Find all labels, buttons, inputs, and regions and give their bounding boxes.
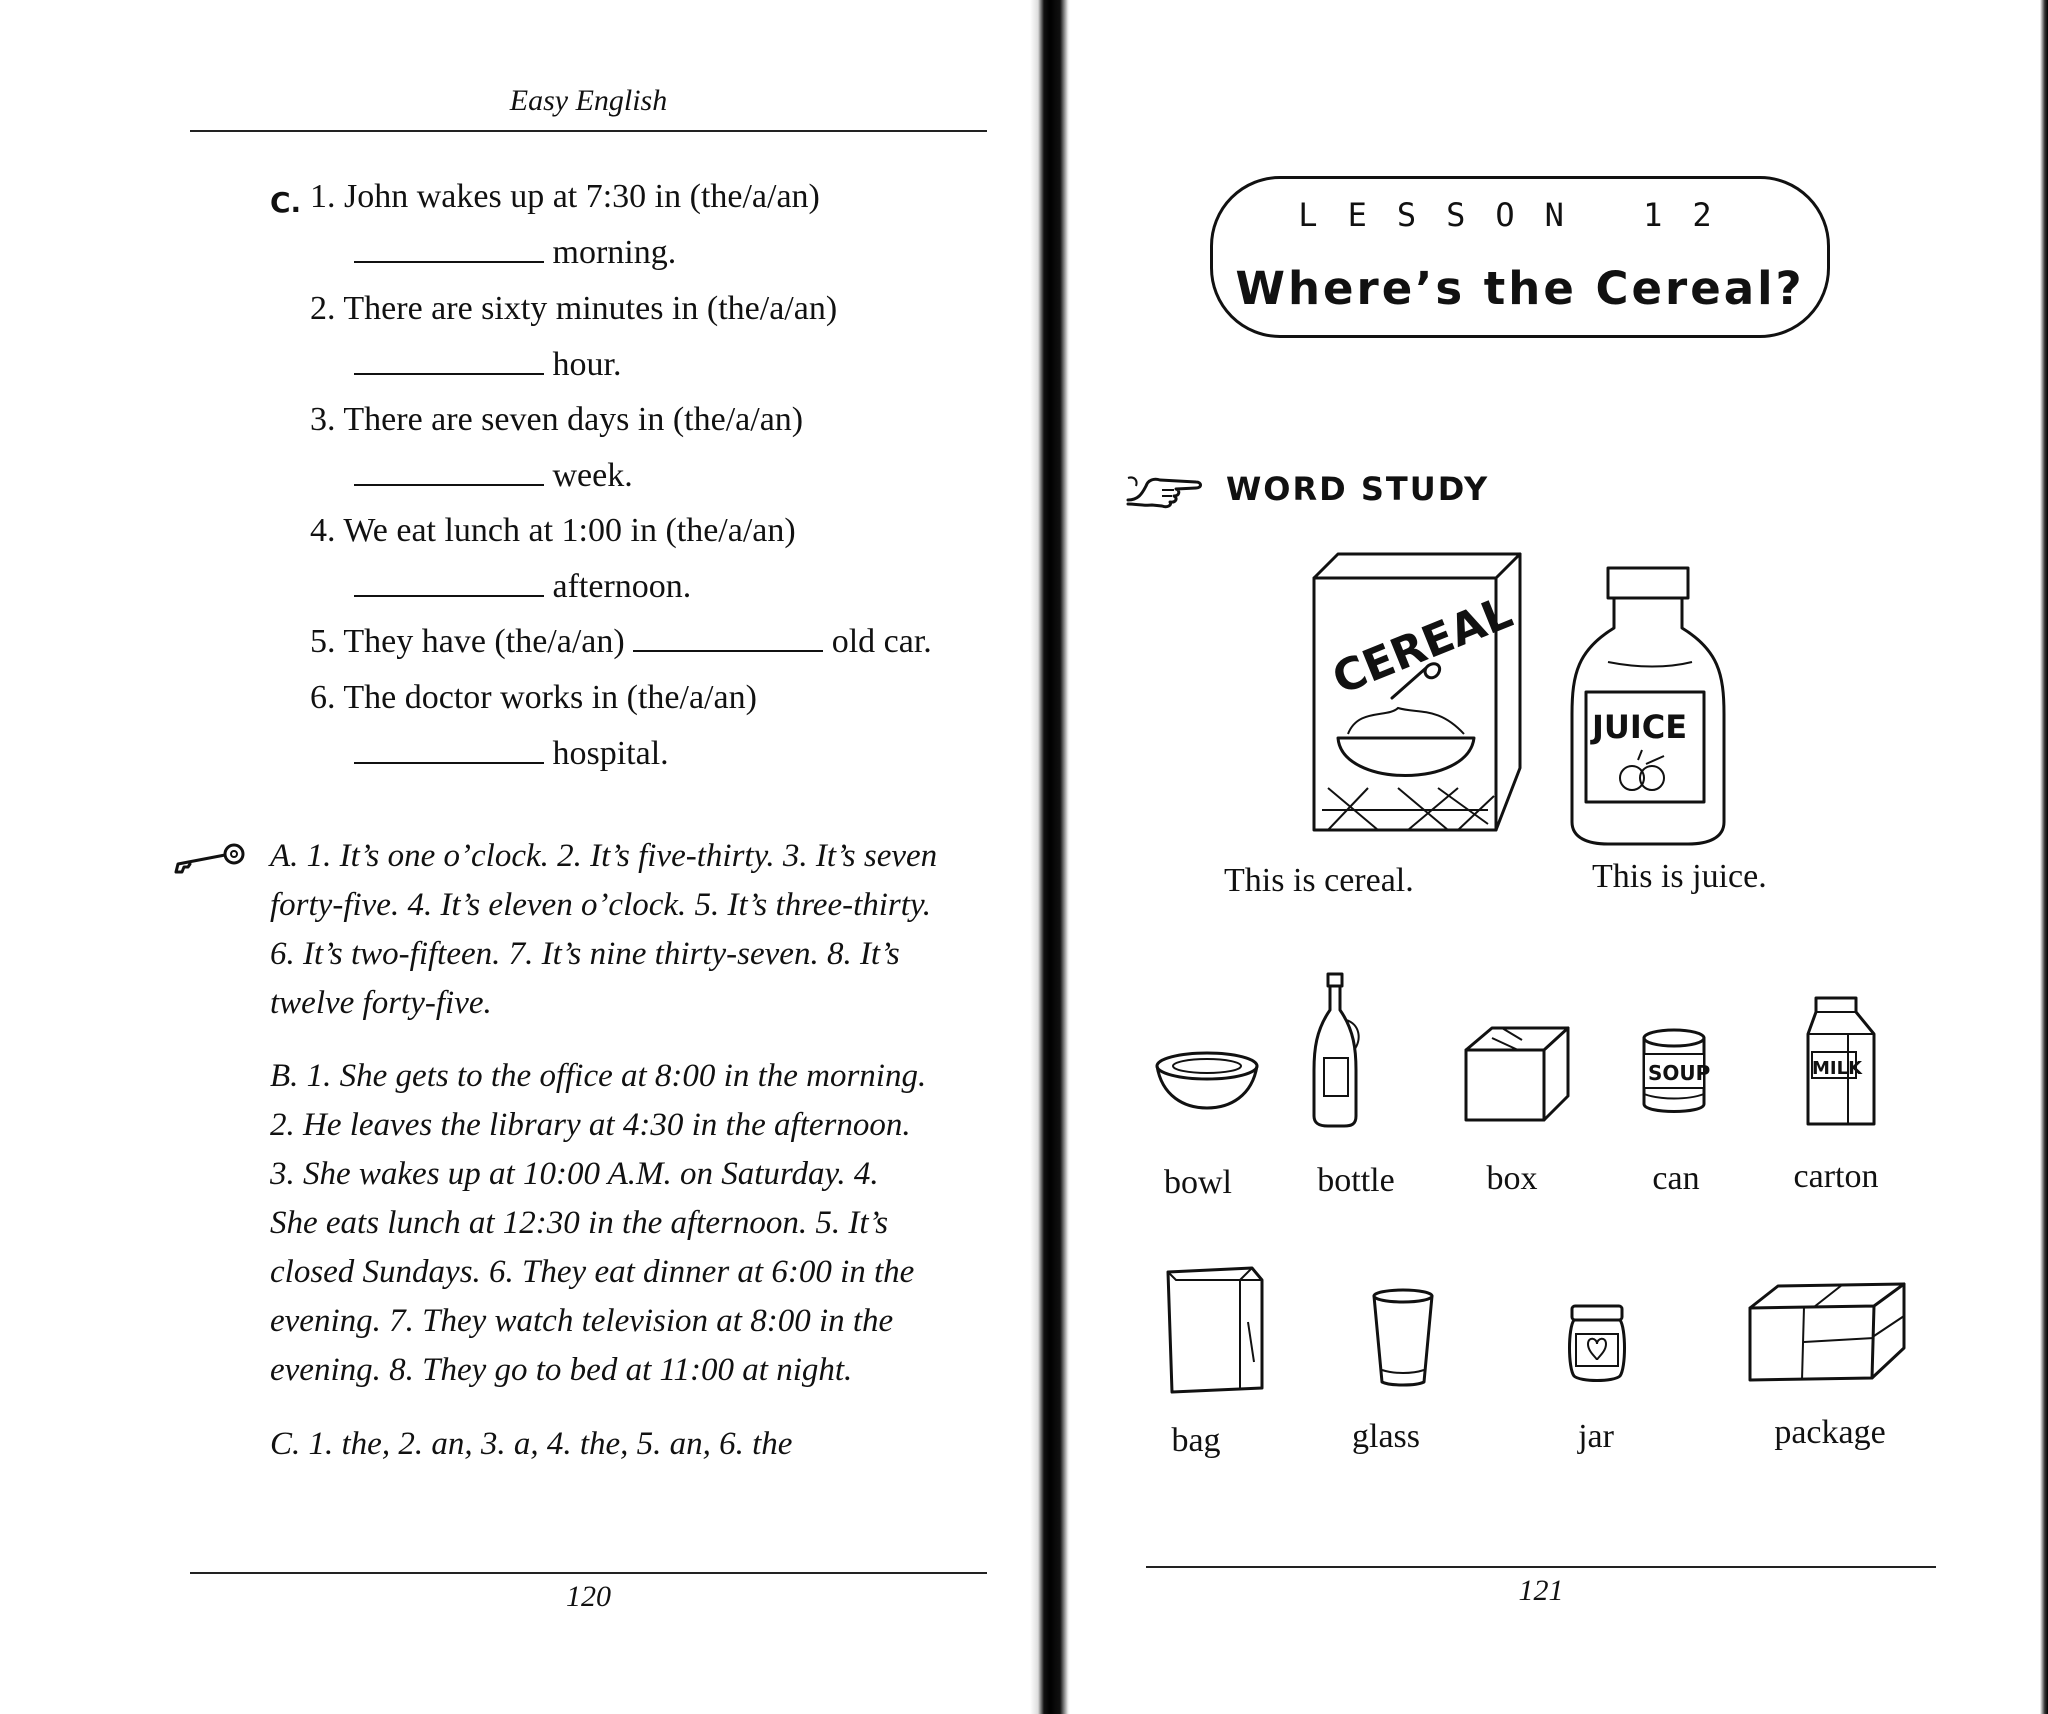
exercise-item-1-answer-line xyxy=(354,234,676,272)
lesson-title: Where’s the Cereal? xyxy=(1235,262,1805,315)
running-head: Easy English xyxy=(509,84,668,117)
exercise-item-1 xyxy=(310,178,820,216)
item-text: John wakes up at 7:30 in (the/a/an) xyxy=(344,178,820,215)
exercise-item-3 xyxy=(310,401,803,439)
item-text: They have (the/a/an) xyxy=(343,623,625,660)
answer-blank[interactable] xyxy=(354,367,544,375)
answer-line: B. 1. She gets to the office at 8:00 in the morning. xyxy=(270,1058,927,1094)
exercise-item-3-answer-line xyxy=(354,457,633,495)
package-illustration xyxy=(1744,1282,1908,1382)
exercise-item-2 xyxy=(310,290,837,328)
item-number: 3. xyxy=(310,401,336,438)
key-icon xyxy=(172,842,248,882)
exercise-item-5 xyxy=(310,623,932,661)
item-word: afternoon. xyxy=(552,568,692,605)
exercise-letter: C. xyxy=(270,186,302,219)
cereal-caption: This is cereal. xyxy=(1224,862,1414,899)
lesson-label: LESSON 12 xyxy=(1298,196,1742,234)
page-number: 120 xyxy=(566,1580,611,1613)
answer-line: 3. She wakes up at 10:00 A.M. on Saturday. 4. xyxy=(270,1156,879,1192)
item-text: We eat lunch at 1:00 in (the/a/an) xyxy=(343,512,796,549)
exercise-item-2-answer-line xyxy=(354,346,621,384)
juice-label: JUICE xyxy=(1592,708,1688,746)
item-word: hospital. xyxy=(552,735,669,772)
section-heading: WORD STUDY xyxy=(1226,470,1490,508)
item-label-box: box xyxy=(1486,1160,1538,1197)
carton-label: MILK xyxy=(1812,1058,1863,1079)
item-label-jar: jar xyxy=(1578,1418,1614,1455)
answer-line: 6. It’s two-fifteen. 7. It’s nine thirty-seven. 8. It’s xyxy=(270,936,900,972)
item-text: There are sixty minutes in (the/a/an) xyxy=(343,290,838,327)
answer-line: C. 1. the, 2. an, 3. a, 4. the, 5. an, 6. the xyxy=(270,1426,793,1462)
bowl-illustration xyxy=(1154,1050,1260,1112)
item-text: There are seven days in (the/a/an) xyxy=(343,401,804,438)
answer-key-a xyxy=(270,832,990,1028)
item-label-bowl: bowl xyxy=(1164,1164,1232,1201)
answer-blank[interactable] xyxy=(354,478,544,486)
cereal-box-label: CEREAL xyxy=(1325,587,1520,705)
juice-bottle-illustration xyxy=(1568,564,1728,846)
page-edge xyxy=(2040,0,2048,1714)
answer-blank[interactable] xyxy=(354,589,544,597)
page-number: 121 xyxy=(1518,1574,1564,1607)
answer-line: evening. 7. They watch television at 8:00 in the xyxy=(270,1303,894,1339)
item-label-carton: carton xyxy=(1793,1158,1879,1195)
item-label-glass: glass xyxy=(1352,1418,1420,1455)
juice-caption: This is juice. xyxy=(1592,858,1767,895)
answer-key-c xyxy=(270,1420,990,1469)
answer-key-b xyxy=(270,1052,990,1395)
box-illustration xyxy=(1462,1024,1572,1124)
answer-line: evening. 8. They go to bed at 11:00 at night. xyxy=(270,1352,853,1388)
can-illustration xyxy=(1640,1028,1711,1116)
footer-rule xyxy=(190,1572,987,1574)
answer-line: twelve forty-five. xyxy=(270,985,492,1021)
book-gutter xyxy=(1030,0,1070,1714)
answer-blank[interactable] xyxy=(633,644,823,652)
answer-blank[interactable] xyxy=(354,255,544,263)
item-number: 4. xyxy=(310,512,336,549)
item-word: week. xyxy=(552,457,633,494)
glass-illustration xyxy=(1370,1288,1436,1388)
answer-line: closed Sundays. 6. They eat dinner at 6:00 in the xyxy=(270,1254,915,1290)
item-word: morning. xyxy=(552,234,677,271)
exercise-item-4 xyxy=(310,512,796,550)
exercise-item-6 xyxy=(310,679,757,717)
answer-line: 2. He leaves the library at 4:30 in the afternoon. xyxy=(270,1107,911,1143)
item-text: The doctor works in (the/a/an) xyxy=(343,679,757,716)
item-word: hour. xyxy=(552,346,622,383)
item-number: 1. xyxy=(310,178,336,215)
item-number: 6. xyxy=(310,679,336,716)
exercise-item-4-answer-line xyxy=(354,568,691,606)
item-label-bag: bag xyxy=(1171,1422,1221,1459)
item-label-bottle: bottle xyxy=(1317,1162,1395,1199)
can-label: SOUP xyxy=(1648,1061,1711,1085)
jar-illustration xyxy=(1566,1302,1628,1382)
header-rule xyxy=(190,130,987,132)
cereal-box-illustration xyxy=(1308,548,1528,832)
exercise-item-6-answer-line xyxy=(354,735,669,773)
answer-blank[interactable] xyxy=(354,756,544,764)
item-label-package: package xyxy=(1774,1414,1886,1451)
bottle-illustration xyxy=(1308,970,1364,1128)
answer-line: A. 1. It’s one o’clock. 2. It’s five-thirty. 3. It’s seven xyxy=(270,838,938,874)
answer-line: She eats lunch at 12:30 in the afternoon. 5. It’s xyxy=(270,1205,889,1241)
answer-line: forty-five. 4. It’s eleven o’clock. 5. It’s three-thirty. xyxy=(270,887,932,923)
item-word: old car. xyxy=(831,623,932,660)
bag-illustration xyxy=(1162,1262,1266,1396)
footer-rule xyxy=(1146,1566,1936,1568)
pointing-hand-icon xyxy=(1124,470,1204,510)
carton-illustration xyxy=(1800,994,1878,1130)
item-label-can: can xyxy=(1652,1160,1700,1197)
item-number: 2. xyxy=(310,290,336,327)
item-number: 5. xyxy=(310,623,336,660)
